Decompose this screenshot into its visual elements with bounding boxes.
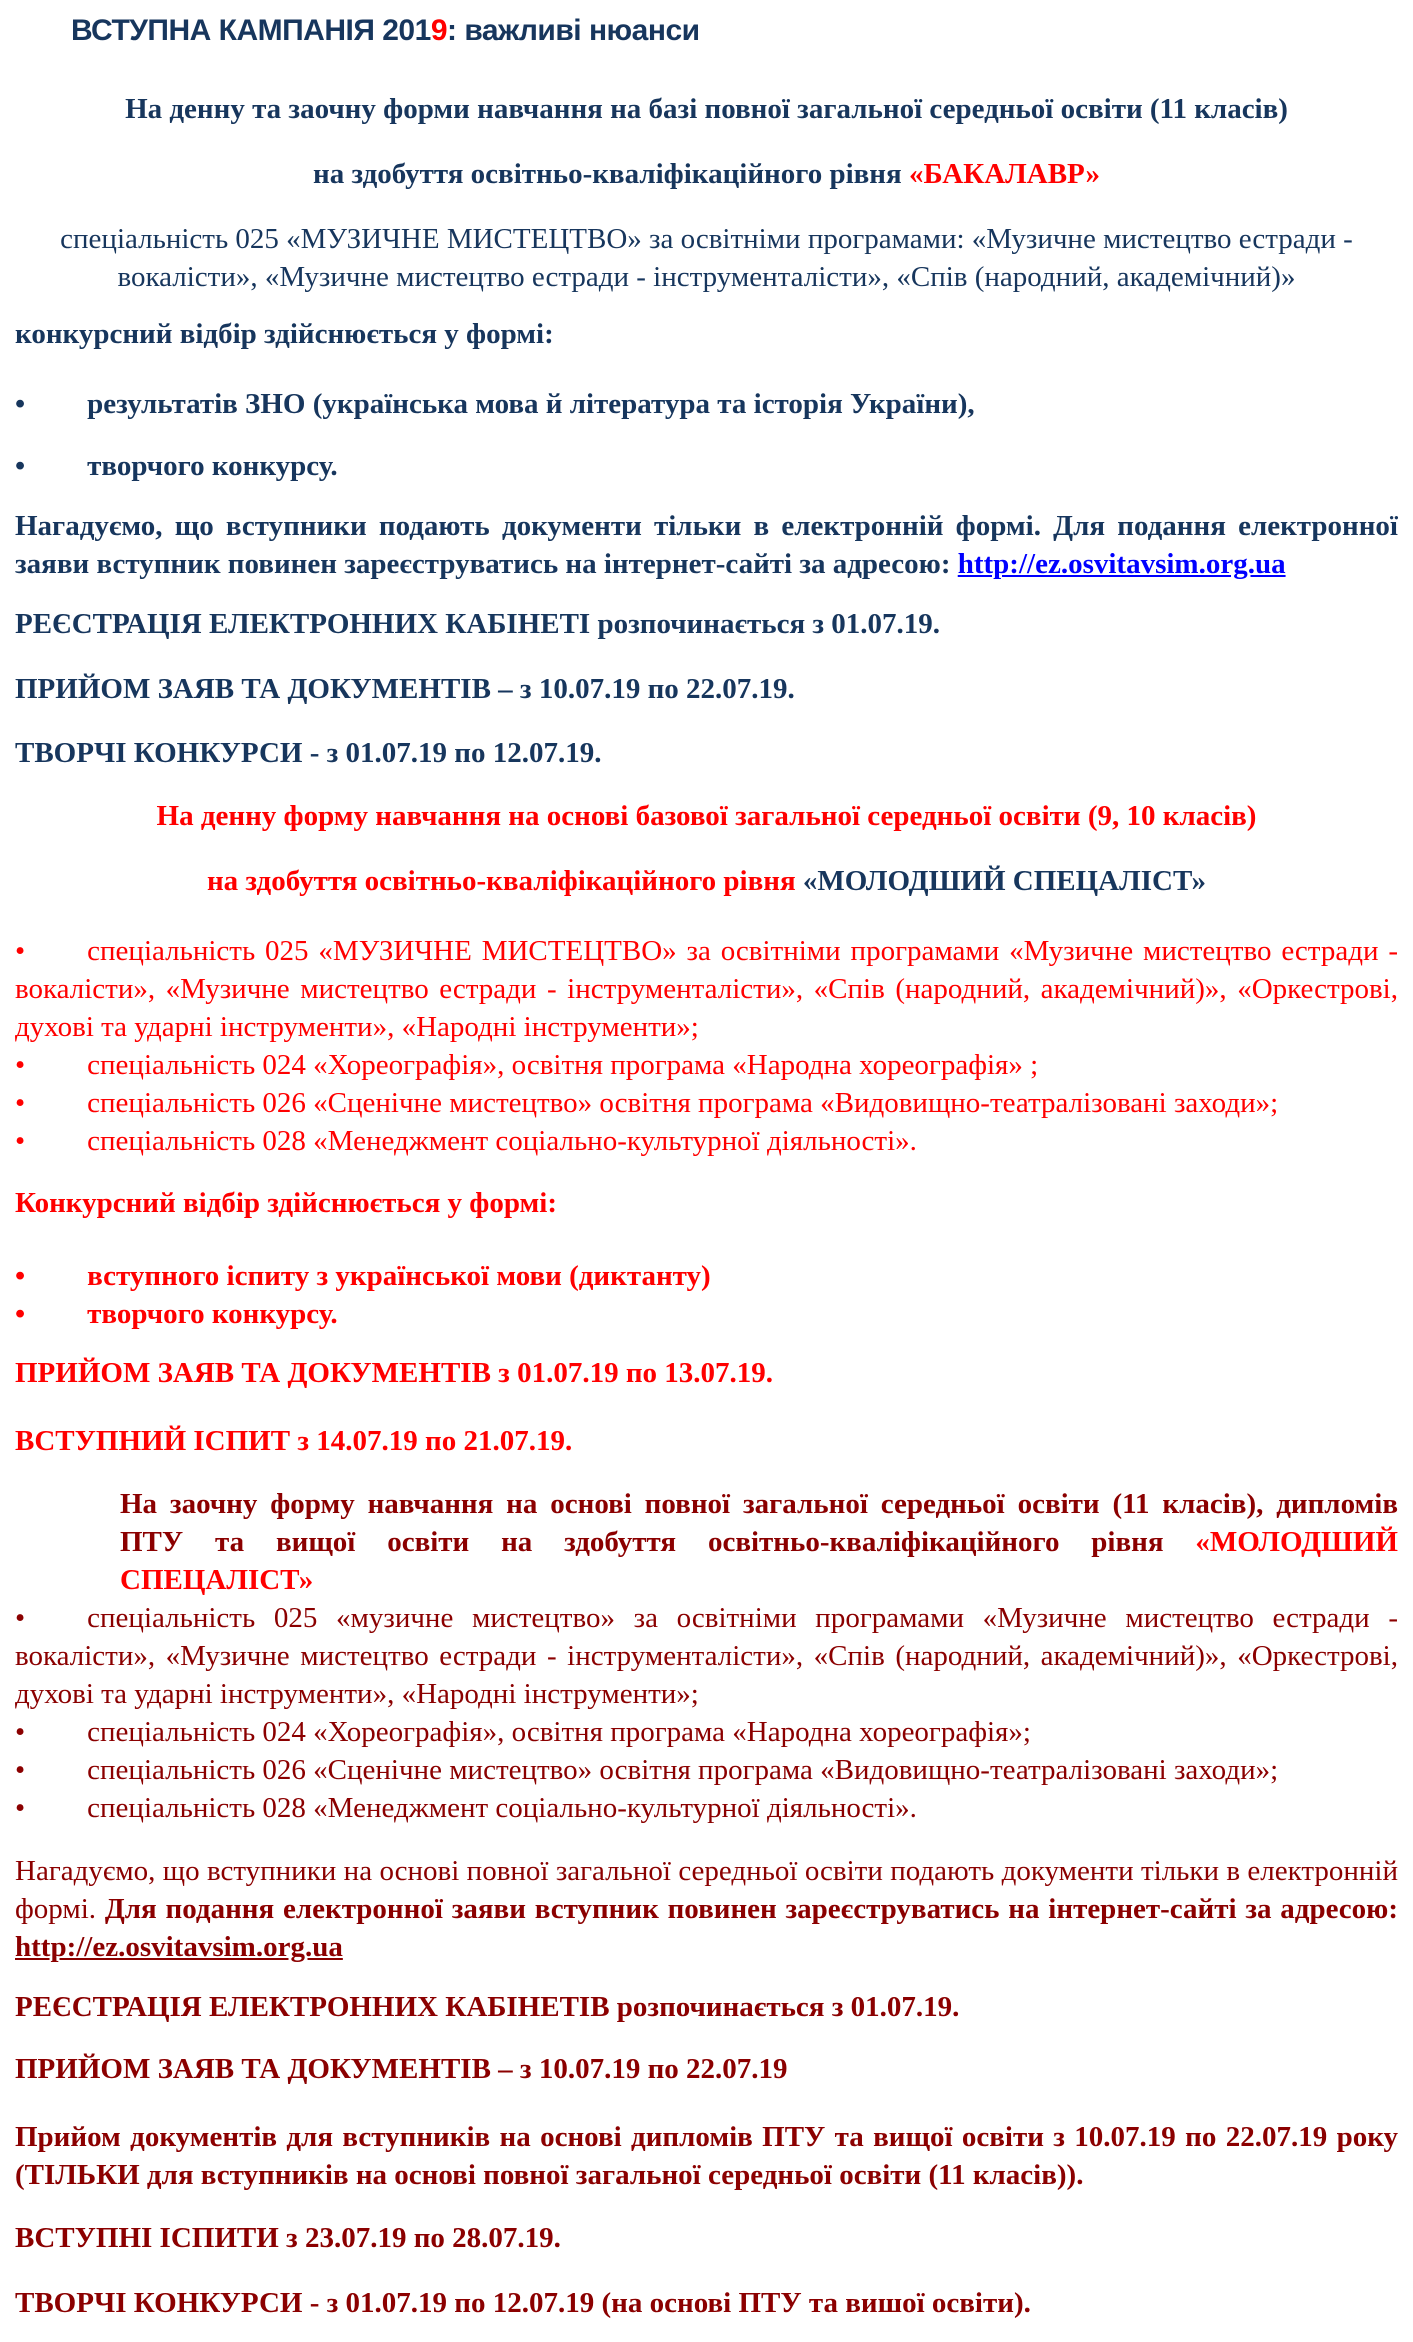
junior-extramural-specialty-list [15,1599,1398,1827]
junior-extramural-reminder-bold: Для подання електронної заяви вступник повинен зареєструватись на інтернет-сайті за адресою: [104,1893,1398,1925]
bachelor-level-prefix: на здобуття освітньо-кваліфікаційного рівня [312,158,909,190]
junior-extramural-registration-dates: РЕЄСТРАЦІЯ ЕЛЕКТРОННИХ КАБІНЕТІВ розпочинається з 01.07.19. [15,1991,960,2023]
bachelor-specialty: спеціальність 025 «МУЗИЧНЕ МИСТЕЦТВО» за освітніми програмами: «Музичне мистецтво естради - вокалісти», «Музичне мистецтво естради - інструменталісти», «Спів (народний, академічний)» [60,223,1353,293]
junior-day-documents-dates: ПРИЙОМ ЗАЯВ ТА ДОКУМЕНТІВ з 01.07.19 по 13.07.19. [15,1357,774,1389]
bachelor-documents-dates: ПРИЙОМ ЗАЯВ ТА ДОКУМЕНТІВ – з 10.07.19 по 22.07.19. [15,673,795,705]
junior-extramural-reminder [15,1852,1398,1966]
bullet-icon: • [15,1260,26,1292]
specialty-list-item: • спеціальність 025 «музичне мистецтво» за освітніми програмами «Музичне мистецтво естради - вокалісти», «Музичне мистецтво естради - інструменталісти», «Спів (народний, академічний)», «Оркестрові, духові та ударні інструменти», «Народні інструменти»; [15,1602,1398,1710]
junior-extramural-reminder-normal: Нагадуємо, що вступники на основі повної загальної середньої освіти подають документи тільки в електронній формі. [15,1855,1398,1925]
specialty-list-item: • спеціальність 024 «Хореографія», освітня програма «Народна хореографія» ; [15,1049,1039,1081]
junior-day-exam-dates: ВСТУПНИЙ ІСПИТ з 14.07.19 по 21.07.19. [15,1425,573,1457]
junior-day-intro-heading: На денну форму навчання на основі базової загальної середньої освіти (9, 10 класів) [156,800,1257,832]
specialty-list-item: • спеціальність 026 «Сценічне мистецтво» освітня програма «Видовищно-театралізовані заходи»; [15,1087,1279,1119]
bullet-icon: • [15,1125,26,1157]
registration-site-link-extramural[interactable]: http://ez.osvitavsim.org.ua [15,1931,343,1963]
junior-day-level-name: «МОЛОДШИЙ СПЕЦАЛІСТ» [802,865,1207,897]
bullet-icon: • [15,388,26,420]
bullet-icon: • [15,1087,26,1119]
junior-day-level-heading [15,862,1398,900]
bullet-icon: • [15,1716,26,1748]
page-title-part2: : важливі нюанси [447,14,700,47]
junior-extramural-documents-dates: ПРИЙОМ ЗАЯВ ТА ДОКУМЕНТІВ – з 10.07.19 по 22.07.19 [15,2053,788,2085]
bachelor-selection-item: • результатів ЗНО (українська мова й література та історія України), [15,388,975,420]
bullet-icon: • [15,1298,26,1330]
bullet-icon: • [15,450,26,482]
bullet-icon: • [15,1602,26,1634]
bullet-icon: • [15,1049,26,1081]
junior-extramural-exams-dates: ВСТУПНІ ІСПИТИ з 23.07.19 по 28.07.19. [15,2222,561,2254]
junior-extramural-intro-prefix: На заочну форму навчання на основі повної загальної середньої освіти (11 класів), дипломів ПТУ та вищої освіти на здобуття освітньо-кваліфікаційного рівня [120,1488,1398,1558]
junior-day-specialty-list [15,932,1398,1160]
bachelor-level-name: «БАКАЛАВР» [908,158,1100,190]
page-title-part1: ВСТУПНА КАМПАНІЯ 201 [71,14,431,47]
bachelor-registration-dates: РЕЄСТРАЦІЯ ЕЛЕКТРОННИХ КАБІНЕТІ розпочинається з 01.07.19. [15,608,941,640]
registration-site-link[interactable]: http://ez.osvitavsim.org.ua [957,548,1286,580]
junior-day-selection-item: • творчого конкурсу. [15,1298,338,1330]
junior-day-selection-heading: Конкурсний відбір здійснюється у формі: [15,1187,557,1219]
junior-extramural-ptu-note: Прийом документів для вступників на основі дипломів ПТУ та вищої освіти з 10.07.19 по 22.07.19 року (ТІЛЬКИ для вступників на основі повної загальної середньої освіти (11 класів)). [15,2121,1398,2191]
bachelor-intro-heading: На денну та заочну форми навчання на базі повної загальної середньої освіти (11 класів) [125,93,1288,125]
junior-extramural-level-name: «МОЛОДШИЙ СПЕЦАЛІСТ» [120,1526,1398,1596]
page-title [71,12,1398,50]
junior-day-selection-item: • вступного іспиту з української мови (диктанту) [15,1260,711,1292]
bachelor-reminder [15,507,1398,583]
junior-extramural-creative-dates: ТВОРЧІ КОНКУРСИ - з 01.07.19 по 12.07.19 (на основі ПТУ та вишої освіти). [15,2287,1031,2319]
junior-day-level-prefix: на здобуття освітньо-кваліфікаційного рівня [206,865,803,897]
bachelor-creative-dates: ТВОРЧІ КОНКУРСИ - з 01.07.19 по 12.07.19. [15,737,602,769]
page-title-accent-digit: 9 [430,14,447,47]
bullet-icon: • [15,935,26,967]
specialty-list-item: • спеціальність 025 «МУЗИЧНЕ МИСТЕЦТВО» за освітніми програмами «Музичне мистецтво естради - вокалісти», «Музичне мистецтво естради - інструменталісти», «Спів (народний, академічний)», «Оркестрові, духові та ударні інструменти», «Народні інструменти»; [15,935,1398,1043]
bachelor-selection-item: • творчого конкурсу. [15,450,338,482]
specialty-list-item: • спеціальність 026 «Сценічне мистецтво» освітня програма «Видовищно-театралізовані заходи»; [15,1754,1279,1786]
bullet-icon: • [15,1792,26,1824]
bachelor-selection-heading: конкурсний відбір здійснюється у формі: [15,318,554,350]
specialty-list-item: • спеціальність 028 «Менеджмент соціально-культурної діяльності». [15,1125,917,1157]
specialty-list-item: • спеціальність 024 «Хореографія», освітня програма «Народна хореографія»; [15,1716,1031,1748]
specialty-list-item: • спеціальність 028 «Менеджмент соціально-культурної діяльності». [15,1792,917,1824]
bullet-icon: • [15,1754,26,1786]
bachelor-level-heading [15,155,1398,193]
bachelor-reminder-text: Нагадуємо, що вступники подають документи тільки в електронній формі. Для подання електронної заяви вступник повинен зареєструватись на інтернет-сайті за адресою: [15,510,1398,580]
junior-extramural-intro-heading [15,1485,1398,1599]
